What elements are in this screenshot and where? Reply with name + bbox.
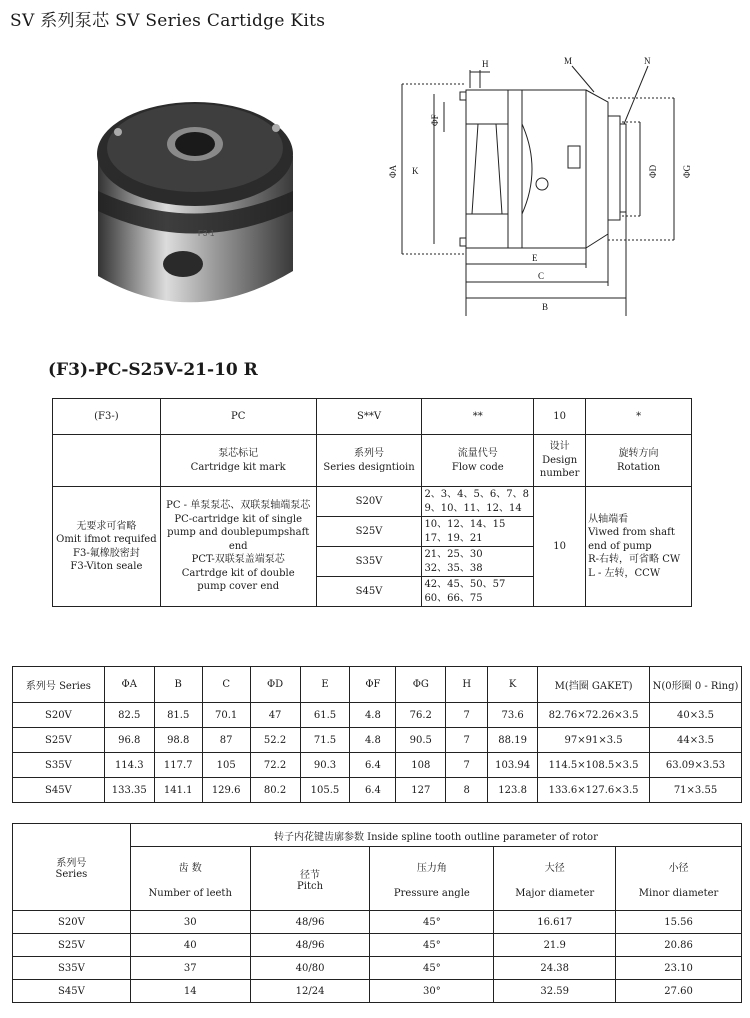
col-header: E [300, 667, 350, 703]
cell: 20.86 [616, 934, 742, 957]
cell: 103.94 [488, 753, 538, 778]
cell: 32.59 [494, 980, 616, 1003]
col-header: H [446, 667, 488, 703]
cell: S20V [13, 703, 105, 728]
cell: 40 [130, 934, 250, 957]
photo-label: F3-1 [198, 229, 215, 238]
cell: S45V [13, 980, 131, 1003]
code-f3: (F3-) [53, 399, 161, 435]
col-header: ΦD [250, 667, 300, 703]
code-pc: PC [160, 399, 316, 435]
header-cartridge: 泵芯标记 Cartridge kit mark [160, 435, 316, 487]
cell: 61.5 [300, 703, 350, 728]
cell: 48/96 [250, 934, 370, 957]
cell: 96.8 [104, 728, 154, 753]
table-row [13, 728, 742, 753]
col-header: N(0形圈 0 - Ring) [650, 667, 742, 703]
label-k: K [412, 166, 419, 176]
dimension-header-row [13, 667, 742, 703]
flow-cell: 21、25、30 32、35、38 [422, 547, 534, 577]
label-phi-g: ΦG [682, 164, 692, 178]
cell: 8 [446, 778, 488, 803]
cell: 63.09×3.53 [650, 753, 742, 778]
flow-cell: 42、45、50、57 60、66、75 [422, 577, 534, 607]
cell: 7 [446, 728, 488, 753]
header-series: 系列号 Series designtioin [316, 435, 422, 487]
cell: 21.9 [494, 934, 616, 957]
col-header: 系列号 Series [13, 667, 105, 703]
table-row [13, 778, 742, 803]
cell: 30 [130, 911, 250, 934]
cell: 44×3.5 [650, 728, 742, 753]
cell: 14 [130, 980, 250, 1003]
label-b: B [542, 302, 549, 312]
cell: S25V [13, 934, 131, 957]
table-row [13, 980, 742, 1003]
cell: 88.19 [488, 728, 538, 753]
series-header: 系列号 Series [13, 824, 131, 911]
cell: 15.56 [616, 911, 742, 934]
rotation-description: 从轴端看 Viwed from shaft end of pump R-右转，可省略 CW L - 左转，CCW [586, 487, 692, 607]
cell: 105.5 [300, 778, 350, 803]
cell: 80.2 [250, 778, 300, 803]
label-phi-f: ΦF [430, 114, 440, 126]
col-major-diameter: 大径 Major diameter [494, 847, 616, 911]
cell: 70.1 [202, 703, 250, 728]
dimension-drawing [372, 54, 744, 324]
col-teeth: 齿 数 Number of leeth [130, 847, 250, 911]
cell: S25V [13, 728, 105, 753]
cell: 4.8 [350, 703, 396, 728]
cell: 30° [370, 980, 494, 1003]
col-minor-diameter: 小径 Minor diameter [616, 847, 742, 911]
cell: 48/96 [250, 911, 370, 934]
cell: 141.1 [154, 778, 202, 803]
cell: 81.5 [154, 703, 202, 728]
cell: 87 [202, 728, 250, 753]
cell: 6.4 [350, 778, 396, 803]
order-code-table [52, 398, 692, 607]
cell: 114.5×108.5×3.5 [538, 753, 650, 778]
table-row [13, 957, 742, 980]
cell: 45° [370, 957, 494, 980]
col-header: ΦF [350, 667, 396, 703]
cell: 37 [130, 957, 250, 980]
col-header: C [202, 667, 250, 703]
cell: 82.5 [104, 703, 154, 728]
cell: S35V [13, 753, 105, 778]
col-header: B [154, 667, 202, 703]
header-empty [53, 435, 161, 487]
cell: 7 [446, 753, 488, 778]
page-title: SV 系列泵芯 SV Series Cartidge Kits [10, 11, 326, 31]
cell: 40×3.5 [650, 703, 742, 728]
spline-caption: 转子内花键齿廓参数 Inside spline tooth outline parameter of rotor [130, 824, 741, 847]
cell: 12/24 [250, 980, 370, 1003]
cell: 47 [250, 703, 300, 728]
series-cell: S20V [316, 487, 422, 517]
cell: 6.4 [350, 753, 396, 778]
cell: 133.35 [104, 778, 154, 803]
col-pressure-angle: 压力角 Pressure angle [370, 847, 494, 911]
cell: 4.8 [350, 728, 396, 753]
cell: 23.10 [616, 957, 742, 980]
label-phi-d: ΦD [648, 164, 658, 178]
cell: 82.76×72.26×3.5 [538, 703, 650, 728]
col-header: M(挡圈 GAKET) [538, 667, 650, 703]
cell: 52.2 [250, 728, 300, 753]
code-series: S**V [316, 399, 422, 435]
label-n: N [644, 56, 651, 66]
code-flow: ** [422, 399, 534, 435]
pc-description: PC - 单泵泵芯、双联泵轴端泵芯 PC-cartridge kit of single pump and doublepumpshaft end PCT-双联泵盖端泵芯 Cartrdge kit of double pump cover end [160, 487, 316, 607]
table-row [13, 934, 742, 957]
code-design: 10 [534, 399, 586, 435]
label-phi-a: ΦA [388, 164, 398, 178]
code-rotation: * [586, 399, 692, 435]
header-rotation: 旋转方向 Rotation [586, 435, 692, 487]
cell: 129.6 [202, 778, 250, 803]
cell: 24.38 [494, 957, 616, 980]
cell: 105 [202, 753, 250, 778]
table-row [13, 911, 742, 934]
cell: 73.6 [488, 703, 538, 728]
col-header: K [488, 667, 538, 703]
cell: 76.2 [396, 703, 446, 728]
cell: 16.617 [494, 911, 616, 934]
cartridge-photo [78, 86, 318, 326]
cell: 45° [370, 911, 494, 934]
cell: 117.7 [154, 753, 202, 778]
series-cell: S45V [316, 577, 422, 607]
cell: S45V [13, 778, 105, 803]
cell: 40/80 [250, 957, 370, 980]
model-code: (F3)-PC-S25V-21-10 R [48, 360, 258, 380]
cell: 90.5 [396, 728, 446, 753]
flow-cell: 2、3、4、5、6、7、8 9、10、11、12、14 [422, 487, 534, 517]
col-header: ΦG [396, 667, 446, 703]
cell: 127 [396, 778, 446, 803]
header-flow: 流量代号 Flow code [422, 435, 534, 487]
cell: 71×3.55 [650, 778, 742, 803]
col-pitch: 径节 Pitch [250, 847, 370, 911]
cell: 97×91×3.5 [538, 728, 650, 753]
f3-description: 无要求可省略 Omit ifmot requifed F3-氟橡胶密封 F3-Viton seale [53, 487, 161, 607]
spline-table [12, 823, 742, 1003]
cell: 123.8 [488, 778, 538, 803]
label-e: E [532, 253, 538, 263]
table-row [13, 703, 742, 728]
cell: 114.3 [104, 753, 154, 778]
cell: S20V [13, 911, 131, 934]
table-row [13, 753, 742, 778]
design-value: 10 [534, 487, 586, 607]
cell: 90.3 [300, 753, 350, 778]
header-design: 设计 Design number [534, 435, 586, 487]
label-m: M [564, 56, 573, 66]
col-header: ΦA [104, 667, 154, 703]
dimension-table [12, 666, 742, 803]
cell: S35V [13, 957, 131, 980]
label-h: H [482, 59, 489, 69]
cell: 108 [396, 753, 446, 778]
cell: 133.6×127.6×3.5 [538, 778, 650, 803]
cell: 45° [370, 934, 494, 957]
label-c: C [538, 271, 545, 281]
cell: 71.5 [300, 728, 350, 753]
series-cell: S35V [316, 547, 422, 577]
cell: 27.60 [616, 980, 742, 1003]
cell: 72.2 [250, 753, 300, 778]
cell: 98.8 [154, 728, 202, 753]
series-cell: S25V [316, 517, 422, 547]
cell: 7 [446, 703, 488, 728]
flow-cell: 10、12、14、15 17、19、21 [422, 517, 534, 547]
